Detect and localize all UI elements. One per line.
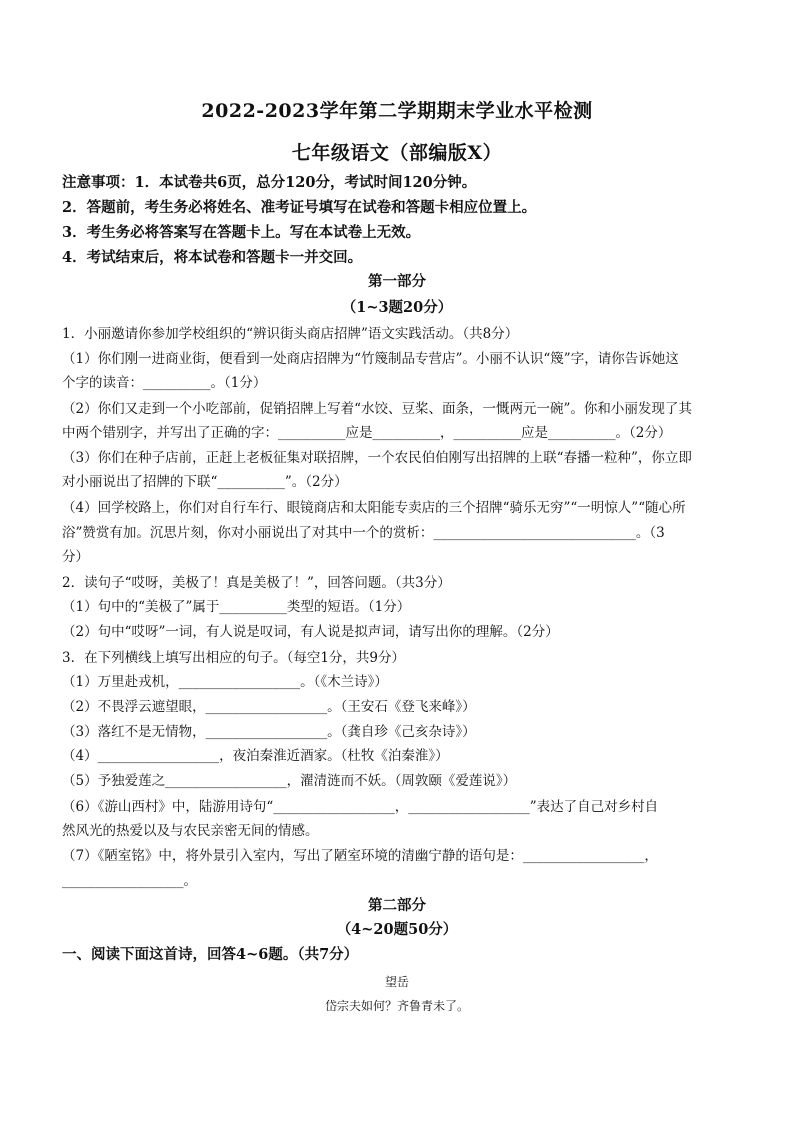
question-line: 个字的读音：__________。（1分）	[62, 375, 267, 391]
poem-title: 望岳	[384, 975, 409, 989]
question-line: 3．在下列横线上填写出相应的句子。（每空1分，共9分）	[62, 650, 406, 666]
question-line: 浴”赞赏有加。沉思片刻，你对小丽说出了对其中一个的赏析：______________________________。（3	[62, 525, 665, 541]
part2-heading: 第二部分	[368, 897, 426, 914]
question-line: （2）你们又走到一个小吃部前，促销招牌上写着“水饺、豆桨、面条，一慨两元一碗”。你和小丽发现了其	[62, 401, 692, 417]
notice-line: 2．答题前，考生务必将姓名、准考证号填写在试卷和答题卡相应位置上。	[62, 199, 537, 216]
exam-title: 2022-2023学年第二学期期末学业水平检测	[201, 100, 593, 122]
question-line: __________________。	[62, 873, 197, 889]
question-line: （4）__________________，夜泊秦淮近酒家。（杜牧《泊秦淮》）	[62, 748, 449, 764]
section-heading: 一、阅读下面这首诗，回答4~6题。（共7分）	[62, 946, 359, 963]
poem-line: 岱宗夫如何？齐鲁青未了。	[324, 999, 469, 1013]
question-line: （2）句中“哎呀”一词，有人说是叹词，有人说是拟声词，请写出你的理解。（2分）	[62, 624, 559, 640]
question-line: （2）不畏浮云遮望眼，__________________。（王安石《登飞来峰》）	[62, 699, 476, 715]
question-line: （1）句中的“美极了”属于__________类型的短语。（1分）	[62, 599, 411, 615]
part2-range: （4~20题50分）	[336, 921, 458, 938]
exam-subtitle: 七年级语文（部编版X）	[291, 142, 503, 164]
notice-line: 3．考生务必将答案写在答题卡上。写在本试卷上无效。	[62, 224, 421, 241]
question-line: 中两个错别字，并写出了正确的字：__________应是__________，__________应是__________。（2分）	[62, 425, 672, 441]
question-line: 然风光的热爱以及与农民亲密无间的情感。	[62, 823, 319, 839]
notice-line: 注意事项：1．本试卷共6页，总分120分，考试时间120分钟。	[62, 174, 477, 191]
question-line: （4）回学校路上，你们对自行车行、眼镜商店和太阳能专卖店的三个招牌“骑乐无穷”“一明惊人”“随心所	[62, 500, 686, 516]
question-line: （7）《陋室铭》中，将外景引入室内，写出了陋室环境的清幽宁静的语句是：__________________，	[62, 848, 658, 864]
question-line: （5）予独爱莲之__________________，濯清涟而不妖。（周敦颐《爱莲说》）	[62, 773, 517, 789]
question-line: （1）你们刚一进商业街，便看到一处商店招牌为“竹篾制品专营店”。小丽不认识“篾”字，请你告诉她这	[62, 351, 679, 367]
question-line: （3）你们在种子店前，正赶上老板征集对联招牌，一个农民伯伯刚写出招牌的上联“春播一粒种”，你立即	[62, 450, 692, 466]
question-line: （1）万里赴戎机，__________________。（《木兰诗》）	[62, 674, 388, 690]
notice-line: 4．考试结束后，将本试卷和答题卡一并交回。	[62, 249, 363, 266]
question-line: （6）《游山西村》中，陆游用诗句“__________________，__________________”表达了自己对乡村自	[62, 799, 659, 815]
part1-range: （1~3题20分）	[341, 299, 453, 316]
question-line: （3）落红不是无情物，__________________。（龚自珍《己亥杂诗》）	[62, 724, 476, 740]
question-line: 对小丽说出了招牌的下联“__________”。（2分）	[62, 474, 348, 490]
question-line: 2．读句子“哎呀，美极了！真是美极了！”，回答问题。（共3分）	[62, 575, 451, 591]
part1-heading: 第一部分	[368, 273, 426, 290]
question-line: 1．小丽邀请你参加学校组织的“辨识街头商店招牌”语文实践活动。（共8分）	[62, 326, 519, 342]
question-line: 分）	[62, 549, 89, 565]
